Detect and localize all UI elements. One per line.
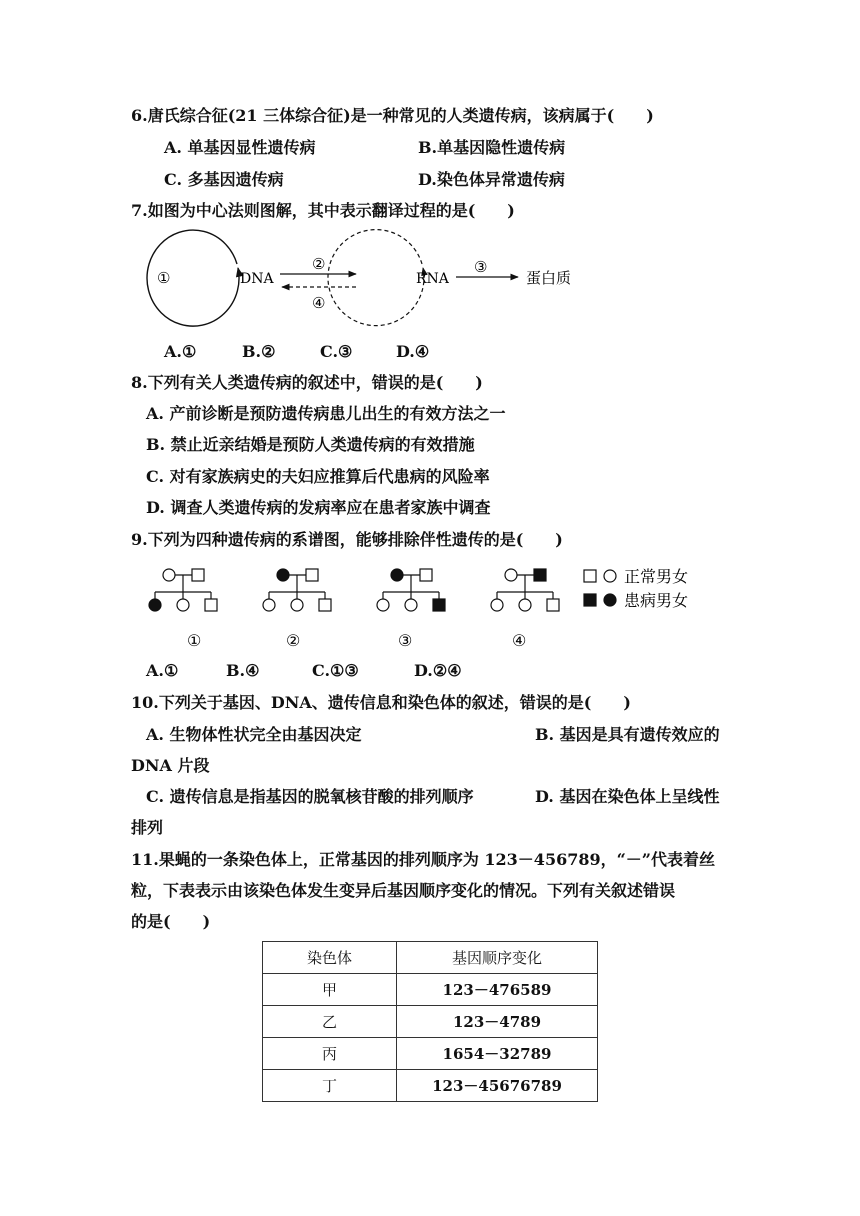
legend-normal-female-icon: [604, 570, 616, 582]
pedigree-1-child-2: [177, 599, 189, 611]
table-cell: 丁: [263, 1070, 397, 1102]
gene-order-table: [262, 941, 598, 1102]
q8-option-d: D. 调查人类遗传病的发病率应在患者家族中调查: [146, 498, 491, 517]
q11-stem-line-1: 11.果蝇的一条染色体上，正常基因的排列顺序为 123－456789，“－”代表着丝: [131, 850, 716, 869]
dna-label: DNA: [240, 271, 274, 287]
label-1: ①: [157, 269, 171, 287]
pedigree-4-child-1: [491, 599, 503, 611]
table-cell: 乙: [263, 1006, 397, 1038]
table-header: 基因顺序变化: [397, 942, 598, 974]
pedigree-4: [491, 569, 559, 611]
pedigree-3-label: ③: [398, 631, 413, 650]
q10-option-d-cont: 排列: [131, 818, 164, 837]
table-cell: 1654－32789: [397, 1038, 598, 1070]
pedigree-2-child-2: [291, 599, 303, 611]
table-row: [263, 1070, 598, 1102]
pedigree-1-child-3: [205, 599, 217, 611]
table-cell: 123－4789: [397, 1006, 598, 1038]
pedigree-3: [377, 569, 445, 611]
pedigree-3-mother: [391, 569, 403, 581]
q6-option-b: B.单基因隐性遗传病: [418, 138, 566, 157]
label-2: ②: [312, 255, 326, 273]
legend-normal-label: 正常男女: [624, 567, 689, 586]
rna-replication-loop: [328, 230, 424, 326]
pedigree-4-child-3: [547, 599, 559, 611]
table-header-row: [263, 942, 598, 974]
pedigree-2-child-3: [319, 599, 331, 611]
pedigree-2-label: ②: [286, 631, 301, 650]
legend-affected-female-icon: [604, 594, 616, 606]
q11-stem-line-2: 粒，下表表示由该染色体发生变异后基因顺序变化的情况。下列有关叙述错误: [131, 881, 676, 900]
table-header: 染色体: [263, 942, 397, 974]
q10-option-c: C. 遗传信息是指基因的脱氧核苷酸的排列顺序: [146, 787, 474, 806]
table-row: [263, 1006, 598, 1038]
pedigree-1-child-1: [149, 599, 161, 611]
legend-normal-male-icon: [584, 570, 596, 582]
label-3: ③: [474, 258, 488, 276]
q7-option-c: C.③: [320, 342, 353, 361]
pedigree-legend: [584, 570, 616, 606]
pedigree-1-label: ①: [187, 631, 202, 650]
q10-option-a: A. 生物体性状完全由基因决定: [146, 725, 362, 744]
pedigree-2-child-1: [263, 599, 275, 611]
pedigree-4-child-2: [519, 599, 531, 611]
table-cell: 123－476589: [397, 974, 598, 1006]
table-cell: 甲: [263, 974, 397, 1006]
table-cell: 丙: [263, 1038, 397, 1070]
pedigree-1: [149, 569, 217, 611]
q10-option-b-cont: DNA 片段: [131, 756, 210, 775]
label-4: ④: [312, 294, 326, 312]
q9-option-b: B.④: [226, 661, 260, 680]
legend-affected-male-icon: [584, 594, 596, 606]
q10-option-b: B. 基因是具有遗传效应的: [535, 725, 720, 744]
q9-option-c: C.①③: [312, 661, 359, 680]
legend-affected-label: 患病男女: [624, 591, 689, 610]
pedigree-3-child-2: [405, 599, 417, 611]
pedigree-1-mother: [163, 569, 175, 581]
q11-stem-line-3: 的是( ): [131, 912, 211, 931]
pedigree-2-mother: [277, 569, 289, 581]
pedigree-4-mother: [505, 569, 517, 581]
table-row: [263, 974, 598, 1006]
pedigree-2: [263, 569, 331, 611]
q7-option-b: B.②: [242, 342, 276, 361]
q6-stem: 6.唐氏综合征(21 三体综合征)是一种常见的人类遗传病，该病属于( ): [131, 106, 654, 125]
protein-label: 蛋白质: [526, 269, 572, 287]
pedigree-3-child-3: [433, 599, 445, 611]
q7-option-a: A.①: [164, 342, 197, 361]
q8-stem: 8.下列有关人类遗传病的叙述中，错误的是( ): [131, 373, 483, 392]
q6-option-d: D.染色体异常遗传病: [418, 170, 565, 189]
q8-option-b: B. 禁止近亲结婚是预防人类遗传病的有效措施: [146, 435, 475, 454]
q7-option-d: D.④: [396, 342, 430, 361]
q10-stem: 10.下列关于基因、DNA、遗传信息和染色体的叙述，错误的是( ): [131, 693, 631, 712]
pedigree-3-child-1: [377, 599, 389, 611]
q9-option-a: A.①: [146, 661, 179, 680]
pedigree-charts: [0, 560, 860, 660]
q6-option-a: A. 单基因显性遗传病: [164, 138, 316, 157]
q7-stem: 7.如图为中心法则图解，其中表示翻译过程的是( ): [131, 201, 515, 220]
q9-stem: 9.下列为四种遗传病的系谱图，能够排除伴性遗传的是( ): [131, 530, 563, 549]
table-cell: 123－45676789: [397, 1070, 598, 1102]
central-dogma-diagram: [0, 222, 860, 332]
q10-option-d: D. 基因在染色体上呈线性: [535, 787, 720, 806]
table-row: [263, 1038, 598, 1070]
pedigree-3-father: [420, 569, 432, 581]
pedigree-4-label: ④: [512, 631, 527, 650]
rna-label: RNA: [416, 271, 449, 287]
pedigree-4-father: [534, 569, 546, 581]
q8-option-c: C. 对有家族病史的夫妇应推算后代患病的风险率: [146, 467, 490, 486]
q9-option-d: D.②④: [414, 661, 462, 680]
q6-option-c: C. 多基因遗传病: [164, 170, 284, 189]
q8-option-a: A. 产前诊断是预防遗传病患儿出生的有效方法之一: [146, 404, 506, 423]
pedigree-1-father: [192, 569, 204, 581]
pedigree-2-father: [306, 569, 318, 581]
